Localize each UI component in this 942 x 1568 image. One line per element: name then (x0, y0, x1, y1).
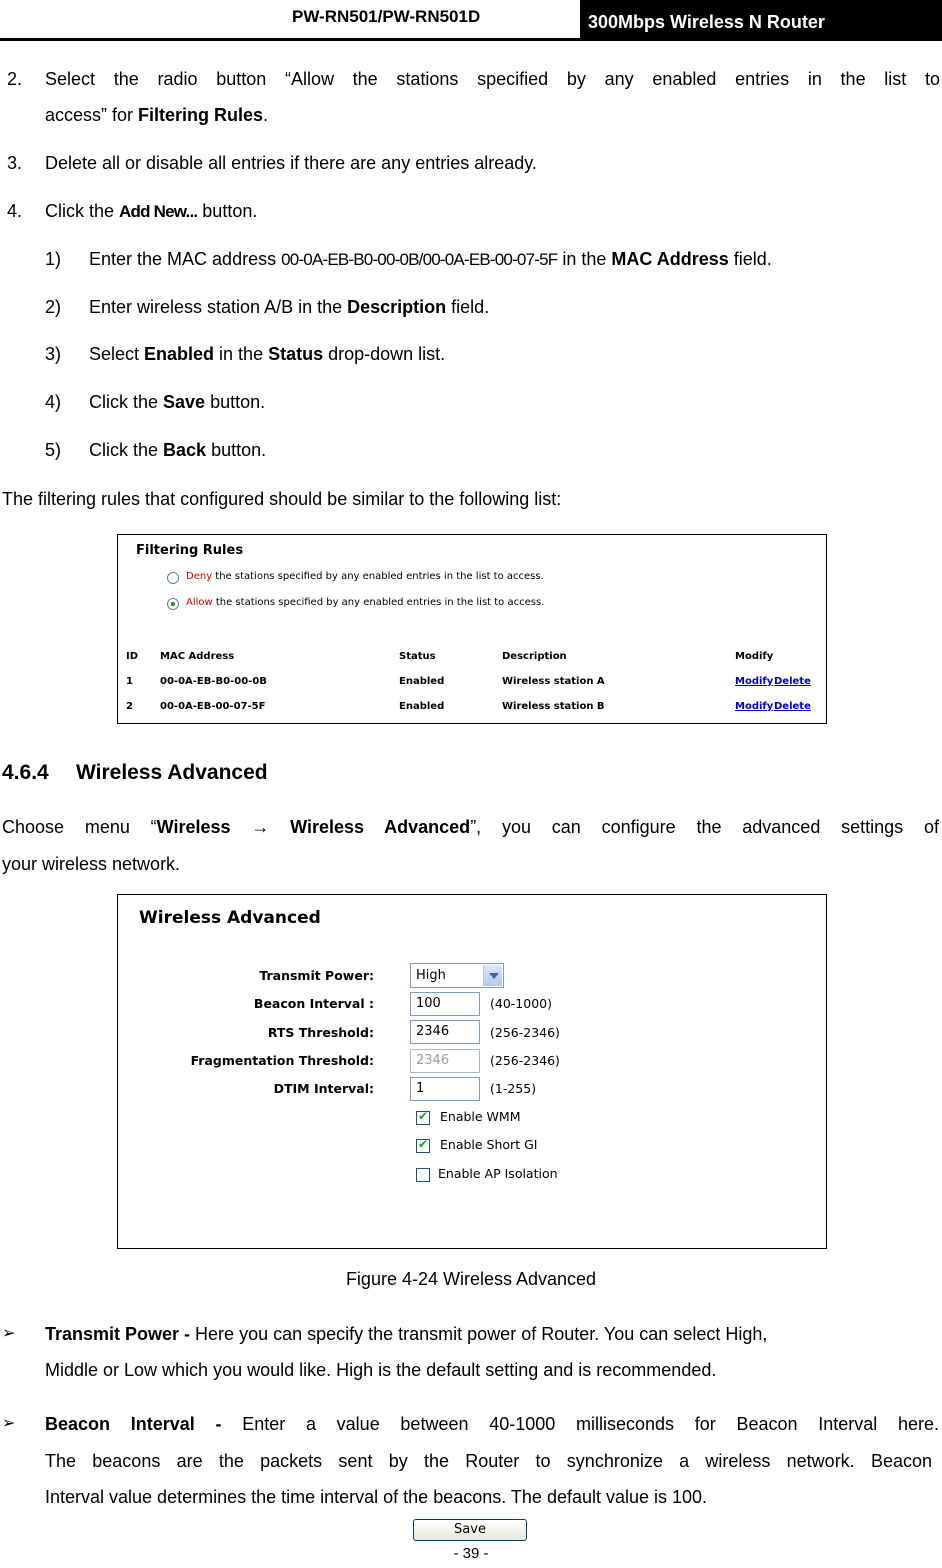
substep-number: 1) (45, 249, 62, 269)
deny-radio[interactable] (167, 572, 179, 584)
col-id: ID (126, 651, 139, 662)
step-number: 4. (7, 201, 23, 221)
delete-link[interactable]: Delete (774, 701, 811, 712)
step-text: . (263, 105, 269, 125)
substep-text: Select (89, 344, 145, 364)
step-text: Delete all or disable all entries if there are any entries already. (45, 153, 537, 173)
substep-bold: Save (163, 392, 206, 412)
enable-short-gi-checkbox[interactable] (416, 1139, 430, 1153)
step-2-cont (45, 104, 268, 126)
bullet-beacon-interval-cont2: Interval value determines the time interval of the beacons. The default value is 100. (45, 1487, 708, 1507)
substep-text: drop-down list. (323, 344, 446, 364)
substep-number: 4) (45, 392, 62, 412)
row-description: Wireless station B (502, 701, 605, 712)
substep-text: Click the (89, 440, 164, 460)
substep-number: 2) (45, 297, 62, 317)
section-intro (2, 816, 939, 838)
dtim-interval-label: DTIM Interval: (273, 1081, 374, 1096)
bullet-transmit-power-cont: Middle or Low which you would like. High is the default setting and is recommended. (45, 1360, 717, 1380)
substep-bold: Description (347, 297, 447, 317)
section-heading (2, 761, 268, 785)
row-status: Enabled (399, 676, 445, 687)
transmit-power-select[interactable] (410, 963, 504, 988)
transmit-power-value: High (416, 968, 446, 983)
substep-text: in the (557, 249, 612, 269)
beacon-interval-label: Beacon Interval : (253, 996, 374, 1011)
step-text: Select the radio button “Allow the stations specified by any enabled entries in the list to (45, 69, 940, 89)
step-text: access” for (45, 105, 139, 125)
substep-number: 5) (45, 440, 62, 460)
dtim-range: (1-255) (490, 1081, 537, 1096)
substep-text: Click the (89, 392, 164, 412)
dtim-interval-input[interactable]: 1 (410, 1077, 480, 1101)
beacon-range: (40-1000) (490, 996, 552, 1011)
arrow-bullet-icon: ➢ (2, 1415, 16, 1432)
bullet-text: Enter a value between 40-1000 milliseconds for Beacon Interval here. (221, 1414, 939, 1434)
substep-text: field. (446, 297, 490, 317)
wireless-advanced-title: Wireless Advanced (139, 908, 321, 928)
arrow-icon: → (251, 817, 270, 837)
step-number: 3. (7, 153, 23, 173)
substep-text: field. (728, 249, 772, 269)
deny-word: Deny (186, 571, 213, 582)
row-mac: 00-0A-EB-00-07-5F (160, 701, 266, 712)
header-model: PW-RN501/PW-RN501D (292, 7, 481, 26)
col-description: Description (502, 651, 567, 662)
substep-text: button. (206, 440, 267, 460)
substep-text: in the (214, 344, 269, 364)
substep-bold: Back (163, 440, 207, 460)
save-button[interactable]: Save (413, 1519, 527, 1541)
substep-bold: Status (268, 344, 324, 364)
rts-threshold-label: RTS Threshold: (267, 1025, 374, 1040)
chevron-down-icon (483, 965, 502, 986)
fragmentation-threshold-input[interactable]: 2346 (410, 1049, 480, 1073)
section-number: 4.6.4 (2, 761, 49, 784)
mac-text: 00-0A-EB-B0-00-0B/00-0A-EB-00-07-5F (281, 250, 558, 269)
filtering-rules-panel (117, 534, 827, 724)
substep-bold: MAC Address (611, 249, 729, 269)
row-description: Wireless station A (502, 676, 605, 687)
figure-caption: Figure 4-24 Wireless Advanced (345, 1269, 597, 1289)
transmit-power-label: Transmit Power: (259, 968, 374, 983)
allow-radio[interactable] (167, 598, 179, 610)
col-status: Status (399, 651, 436, 662)
enable-short-gi-label: Enable Short GI (440, 1137, 538, 1152)
fragmentation-range: (256-2346) (490, 1053, 560, 1068)
bullet-term: Transmit Power - (45, 1324, 191, 1344)
enable-ap-isolation-checkbox[interactable] (416, 1168, 430, 1182)
enable-wmm-label: Enable WMM (440, 1109, 521, 1124)
substep-bold: Enabled (144, 344, 215, 364)
row-status: Enabled (399, 701, 445, 712)
header-product: 300Mbps Wireless N Router (580, 0, 942, 38)
rts-threshold-input[interactable]: 2346 (410, 1020, 480, 1044)
step-text: Click the (45, 201, 120, 221)
beacon-interval-input[interactable]: 100 (410, 992, 480, 1016)
deny-option (186, 571, 544, 582)
bullet-text: Here you can specify the transmit power of Router. You can select High, (190, 1324, 768, 1344)
rts-range: (256-2346) (490, 1025, 560, 1040)
deny-text: the stations specified by any enabled entries in the list to access. (212, 571, 544, 582)
section-intro-2: your wireless network. (2, 854, 181, 874)
col-modify: Modify (735, 651, 774, 662)
fragmentation-threshold-label: Fragmentation Threshold: (190, 1053, 374, 1068)
allow-option (186, 597, 544, 608)
step-text: button. (197, 201, 258, 221)
row-id: 1 (126, 676, 133, 687)
enable-ap-isolation-label: Enable AP Isolation (438, 1166, 558, 1181)
add-new-ref: Add New... (119, 202, 198, 221)
substep-number: 3) (45, 344, 62, 364)
bullet-beacon-interval-cont: The beacons are the packets sent by the Router to synchronize a wireless network. Beacon (45, 1451, 932, 1471)
intro-text: Choose menu “ (2, 817, 157, 837)
arrow-bullet-icon: ➢ (2, 1325, 16, 1342)
row-id: 2 (126, 701, 133, 712)
modify-link[interactable]: Modify (735, 701, 774, 712)
delete-link[interactable]: Delete (774, 676, 811, 687)
col-mac: MAC Address (160, 651, 235, 662)
step-bold: Filtering Rules (138, 105, 264, 125)
substep-text: button. (205, 392, 266, 412)
section-title: Wireless Advanced (76, 761, 268, 784)
intro-list: The filtering rules that configured should be similar to the following list: (2, 489, 562, 509)
modify-link[interactable]: Modify (735, 676, 774, 687)
page-number: - 39 - (453, 1545, 489, 1562)
substep-text: Enter wireless station A/B in the (89, 297, 348, 317)
filtering-rules-title: Filtering Rules (136, 543, 244, 558)
row-mac: 00-0A-EB-B0-00-0B (160, 676, 267, 687)
allow-word: Allow (186, 597, 213, 608)
allow-text: the stations specified by any enabled entries in the list to access. (212, 597, 545, 608)
menu-wireless-advanced: Wireless Advanced (290, 817, 471, 837)
header-rule (0, 38, 942, 41)
menu-wireless: Wireless (156, 817, 231, 837)
intro-text: ”, you can configure the advanced settings of (470, 817, 939, 837)
step-number: 2. (7, 69, 23, 89)
bullet-term: Beacon Interval - (45, 1414, 222, 1434)
enable-wmm-checkbox[interactable] (416, 1111, 430, 1125)
substep-text: Enter the MAC address (89, 249, 282, 269)
